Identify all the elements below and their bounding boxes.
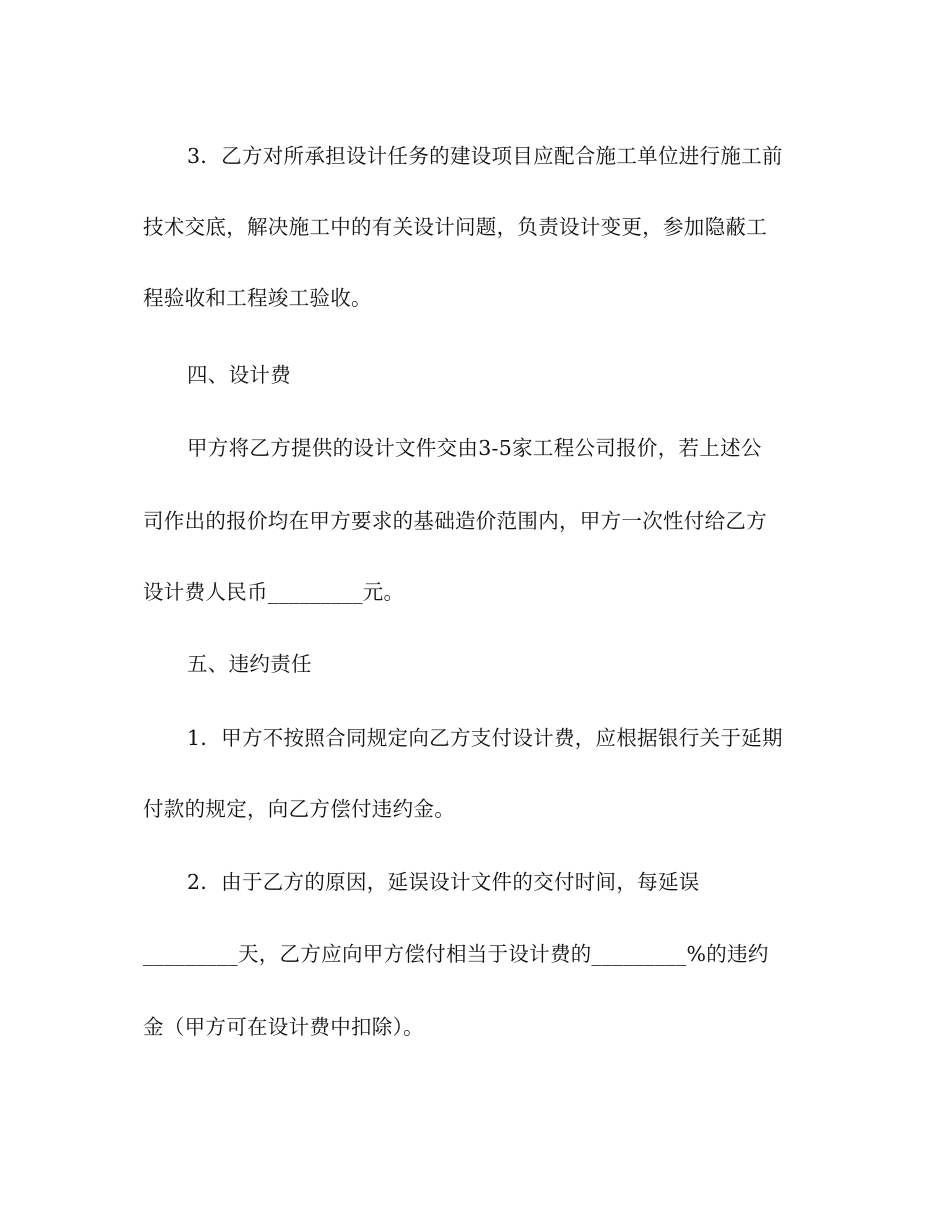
- fee-paragraph-line-1: 甲方将乙方提供的设计文件交由3-5家工程公司报价，若上述公: [187, 436, 762, 460]
- clause-3-line-3: 程验收和工程竣工验收。: [143, 286, 372, 310]
- clause-3-line-1: 3．乙方对所承担设计任务的建设项目应配合施工单位进行施工前: [187, 144, 783, 168]
- breach-clause-2-line-3: 金（甲方可在设计费中扣除）。: [143, 1015, 424, 1039]
- breach-clause-2-line-1: 2．由于乙方的原因，延误设计文件的交付时间，每延误: [187, 870, 700, 894]
- breach-clause-1-line-2: 付款的规定，向乙方偿付违约金。: [143, 797, 455, 821]
- fee-paragraph-line-3: 设计费人民币_________元。: [143, 580, 405, 604]
- fee-paragraph-line-2: 司作出的报价均在甲方要求的基础造价范围内，甲方一次性付给乙方: [143, 509, 767, 533]
- section-heading-breach-liability: 五、违约责任: [187, 652, 312, 676]
- section-heading-design-fee: 四、设计费: [187, 363, 291, 387]
- clause-3-line-2: 技术交底，解决施工中的有关设计问题，负责设计变更，参加隐蔽工: [143, 215, 767, 239]
- breach-clause-1-line-1: 1．甲方不按照合同规定向乙方支付设计费，应根据银行关于延期: [187, 726, 783, 750]
- breach-clause-2-line-2: _________天，乙方应向甲方偿付相当于设计费的_________%的违约: [143, 942, 769, 966]
